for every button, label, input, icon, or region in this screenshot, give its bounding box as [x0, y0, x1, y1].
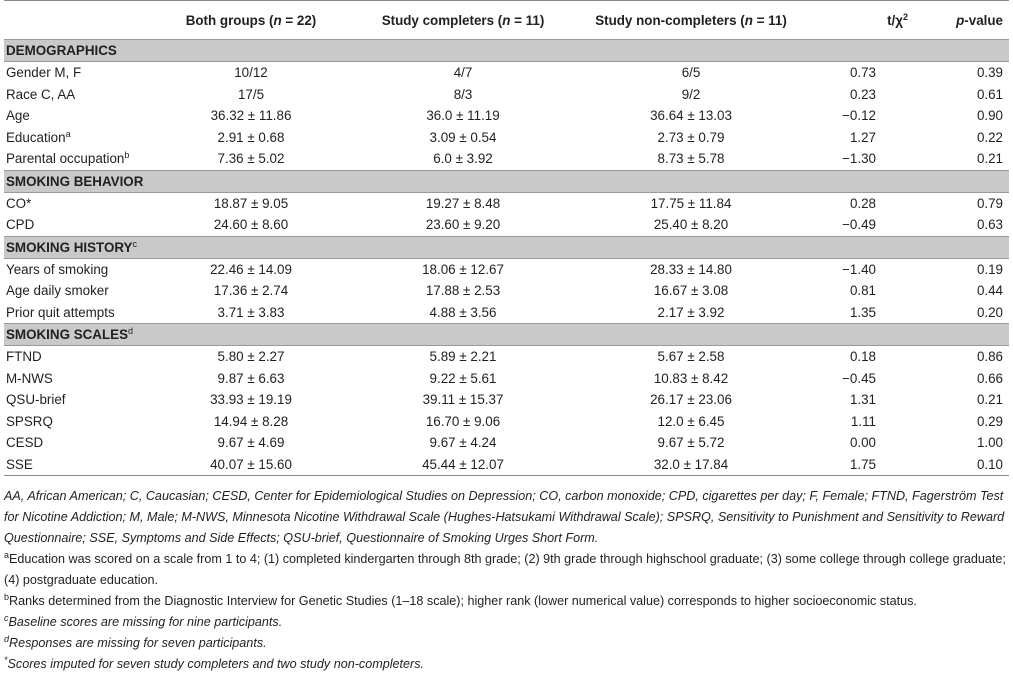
cell-both-groups: 10/12 [234, 65, 268, 81]
section-footnote-mark: d [128, 326, 134, 336]
cell-completers: 9.22 ± 5.61 [429, 370, 497, 386]
cell-both-groups: 9.67 ± 4.69 [217, 435, 285, 451]
cell-noncompleters: 2.73 ± 0.79 [657, 129, 725, 145]
cell-completers: 18.06 ± 12.67 [422, 261, 504, 277]
row-label: Years of smoking [6, 261, 109, 277]
cell-statistic: 0.28 [849, 195, 876, 211]
cell-pvalue: 0.21 [976, 392, 1003, 408]
row-label: Parental occupation$^b$ [6, 150, 130, 167]
cell-completers: 19.27 ± 8.48 [425, 195, 501, 211]
footnote [4, 549, 1009, 591]
cell-statistic: −0.12 [842, 108, 876, 124]
table-row [4, 214, 1009, 236]
section-header-row [4, 236, 1009, 258]
cell-pvalue: 0.61 [976, 86, 1003, 102]
cell-both-groups: 7.36 ± 5.02 [217, 151, 285, 167]
row-label: Education$^a$ [6, 128, 71, 145]
footnote [4, 591, 1009, 612]
label-footnote-mark: a [65, 128, 71, 139]
cell-pvalue: 0.66 [976, 370, 1003, 386]
cell-statistic: 1.35 [849, 304, 876, 320]
table-row [4, 302, 1009, 324]
row-label: SPSRQ [6, 413, 53, 429]
cell-pvalue: 0.79 [976, 195, 1003, 211]
cell-completers: 5.89 ± 2.21 [429, 349, 497, 365]
cell-noncompleters: 36.64 ± 13.03 [650, 108, 732, 124]
cell-both-groups: 14.94 ± 8.28 [213, 413, 289, 429]
header-pvalue: p-value [956, 12, 1003, 28]
footnote-text: Scores imputed for seven study completers and two study non-completers. [7, 657, 425, 671]
cell-noncompleters: 2.17 ± 3.92 [657, 304, 725, 320]
cell-both-groups: 24.60 ± 8.60 [213, 217, 289, 233]
table-row [4, 105, 1009, 127]
cell-noncompleters: 10.83 ± 8.42 [653, 370, 729, 386]
cell-both-groups: 2.91 ± 0.68 [217, 129, 285, 145]
abbreviations-note: AA, African American; C, Caucasian; CESD, Center for Epidemiological Studies on Depression; CO, carbon monoxide; CPD, cigarettes per day; F, Female; FTND, Fagerström Test for Nicotine Addiction; M, Male; M-NWS, Minnesota Nicotine Withdrawal Scale (Hughes-Hatsukami Withdrawal Scale); SPSRQ, Sensitivity to Punishment and Sensitivity to Reward Questionnaire; SSE, Symptoms and Side Effects; QSU-brief, Questionnaire of Smoking Urges Short Form. [4, 489, 1005, 545]
header-row [4, 1, 1009, 40]
cell-completers: 3.09 ± 0.54 [429, 129, 497, 145]
cell-both-groups: 18.87 ± 9.05 [213, 195, 289, 211]
cell-statistic: 1.27 [849, 129, 876, 145]
section-footnote-mark: c [132, 238, 137, 249]
cell-completers: 4/7 [453, 65, 473, 81]
cell-completers: 39.11 ± 15.37 [422, 392, 504, 408]
section-title-text: DEMOGRAPHICS [6, 43, 117, 58]
footnote-mark: c [4, 613, 9, 623]
cell-statistic: −0.49 [842, 217, 876, 233]
table-row [4, 148, 1009, 170]
table-row [4, 258, 1009, 280]
cell-statistic: 0.18 [849, 349, 876, 365]
cell-statistic: 1.31 [849, 392, 876, 408]
row-label: CESD [6, 435, 44, 451]
cell-completers: 8/3 [453, 86, 473, 102]
section-title-text: SMOKING BEHAVIOR [6, 173, 144, 189]
cell-both-groups: 3.71 ± 3.83 [217, 304, 285, 320]
cell-statistic: 0.00 [849, 435, 876, 451]
label-footnote-mark: b [124, 150, 130, 161]
footnote [4, 633, 1009, 654]
row-label: CPD [6, 217, 35, 233]
cell-pvalue: 0.39 [976, 65, 1003, 81]
cell-pvalue: 0.44 [976, 283, 1003, 299]
table-row [4, 454, 1009, 476]
table-body [4, 40, 1009, 476]
cell-completers: 16.70 ± 9.06 [425, 413, 501, 429]
cell-noncompleters: 16.67 ± 3.08 [653, 283, 729, 299]
section-header-row [4, 170, 1009, 192]
table-row [4, 411, 1009, 433]
row-label: QSU-brief [6, 392, 66, 408]
cell-statistic: 1.75 [804, 454, 914, 476]
cell-statistic: 1.11 [850, 413, 876, 429]
table-footnotes [4, 486, 1009, 675]
table-row [4, 62, 1009, 84]
section-title-text: SMOKING HISTORY [6, 239, 133, 255]
header-statistic: $t/\chi^2$ [887, 11, 908, 28]
cell-both-groups: 22.46 ± 14.09 [210, 261, 292, 277]
cell-noncompleters: 9.67 ± 5.72 [657, 435, 725, 451]
footnote-mark: d [4, 634, 10, 644]
row-label: CO* [6, 195, 32, 211]
cell-statistic: −0.45 [842, 370, 876, 386]
footnote [4, 612, 1009, 633]
row-label: Age daily smoker [6, 283, 109, 299]
table-row [4, 280, 1009, 302]
section-header-row [4, 40, 1009, 62]
cell-pvalue: 0.90 [976, 108, 1003, 124]
cell-both-groups: 17/5 [237, 86, 265, 102]
cell-noncompleters: 32.0 ± 17.84 [578, 454, 804, 476]
footnote-mark: * [4, 655, 8, 665]
cell-pvalue: 0.10 [914, 454, 1009, 476]
results-table [4, 0, 1009, 476]
footnote-list [4, 549, 1009, 675]
cell-completers: 6.0 ± 3.92 [433, 151, 493, 167]
cell-completers: 17.88 ± 2.53 [425, 283, 501, 299]
row-label: Age [6, 108, 30, 124]
row-label: FTND [6, 349, 42, 365]
cell-noncompleters: 25.40 ± 8.20 [653, 217, 729, 233]
section-title [4, 324, 1009, 346]
row-label: Gender M, F [6, 65, 82, 81]
cell-pvalue: 0.20 [976, 304, 1003, 320]
table-row [4, 432, 1009, 454]
cell-completers: 45.44 ± 12.07 [348, 454, 578, 476]
cell-noncompleters: 6/5 [681, 65, 701, 81]
table-row [4, 389, 1009, 411]
cell-both-groups: 17.36 ± 2.74 [213, 283, 289, 299]
cell-statistic: −1.40 [842, 261, 876, 277]
cell-pvalue: 1.00 [976, 435, 1003, 451]
footnote [4, 654, 1009, 675]
cell-pvalue: 0.22 [976, 129, 1003, 145]
row-label: SSE [4, 454, 154, 476]
cell-pvalue: 0.21 [976, 151, 1003, 167]
cell-both-groups: 33.93 ± 19.19 [210, 392, 292, 408]
cell-completers: 9.67 ± 4.24 [429, 435, 497, 451]
cell-noncompleters: 28.33 ± 14.80 [650, 261, 732, 277]
cell-both-groups: 5.80 ± 2.27 [217, 349, 285, 365]
header-completers: Study completers (n = 11) [381, 12, 545, 28]
cell-noncompleters: 5.67 ± 2.58 [657, 349, 725, 365]
section-title [4, 40, 1009, 62]
section-title [4, 236, 1009, 258]
footnote-text: Education was scored on a scale from 1 to 4; (1) completed kindergarten through 8th grade; (2) 9th grade through highschool graduate; (3) some college through college graduate; (4) postgraduate education. [4, 552, 1006, 587]
row-label: Race C, AA [6, 86, 76, 102]
row-label: Prior quit attempts [6, 304, 115, 320]
cell-completers: 23.60 ± 9.20 [425, 217, 501, 233]
cell-noncompleters: 8.73 ± 5.78 [657, 151, 725, 167]
cell-noncompleters: 26.17 ± 23.06 [650, 392, 732, 408]
section-title-text: SMOKING SCALES [6, 327, 129, 342]
cell-completers: 36.0 ± 11.19 [426, 108, 500, 124]
cell-both-groups: 36.32 ± 11.86 [210, 108, 292, 124]
footnote-mark: b [4, 592, 10, 602]
cell-statistic: 0.73 [849, 65, 876, 81]
footnote-mark: a [4, 550, 10, 560]
cell-noncompleters: 17.75 ± 11.84 [650, 195, 732, 211]
table-row [4, 127, 1009, 149]
header-both-groups: Both groups (n = 22) [185, 12, 317, 28]
row-label: M-NWS [6, 370, 53, 386]
header-noncompleters: Study non-completers (n = 11) [595, 12, 787, 28]
table-row [4, 192, 1009, 214]
table-row [4, 368, 1009, 390]
table-row [4, 346, 1009, 368]
cell-noncompleters: 12.0 ± 6.45 [657, 413, 725, 429]
cell-statistic: 0.23 [849, 86, 876, 102]
cell-completers: 4.88 ± 3.56 [429, 304, 497, 320]
cell-pvalue: 0.63 [976, 217, 1003, 233]
table-row [4, 84, 1009, 106]
cell-noncompleters: 9/2 [681, 86, 701, 102]
cell-pvalue: 0.19 [976, 261, 1003, 277]
cell-pvalue: 0.29 [976, 413, 1003, 429]
footnote-text: Ranks determined from the Diagnostic Interview for Genetic Studies (1–18 scale); higher rank (lower numerical value) corresponds to higher socioeconomic status. [9, 594, 917, 608]
header-variable [4, 1, 154, 40]
cell-both-groups: 9.87 ± 6.63 [217, 370, 285, 386]
cell-both-groups: 40.07 ± 15.60 [154, 454, 348, 476]
section-header-row [4, 324, 1009, 346]
cell-statistic: 0.81 [849, 283, 876, 299]
footnote-text: Baseline scores are missing for nine participants. [8, 615, 283, 629]
cell-statistic: −1.30 [842, 151, 876, 167]
cell-pvalue: 0.86 [976, 349, 1003, 365]
footnote-text: Responses are missing for seven participants. [9, 636, 267, 650]
section-title [4, 170, 1009, 192]
